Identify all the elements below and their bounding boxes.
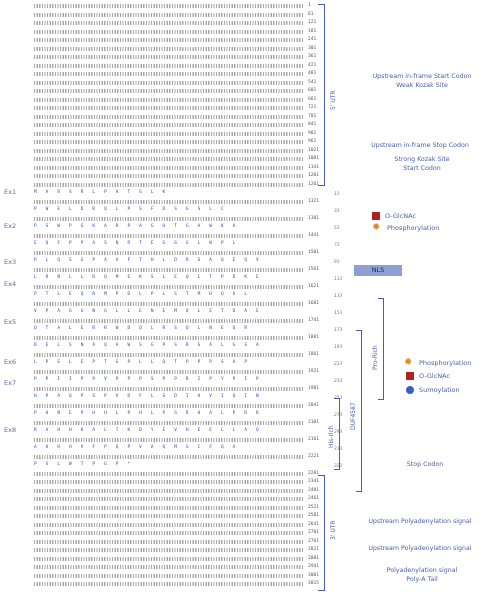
protein-sequence: P L Q S S P A A F T H L D R S A Q E Q V bbox=[34, 258, 262, 263]
nt-number: 1561 bbox=[308, 266, 320, 272]
protein-sequence: M A R S R L P A T S L K bbox=[34, 190, 169, 195]
aa-number: 53 bbox=[334, 226, 340, 231]
protein-sequence: P T L E Q R M P D L P L S T M H Q V L bbox=[34, 292, 251, 297]
protein-sequence: A H H H V F P Q P V A Q M G C F Q A bbox=[34, 445, 239, 450]
aa-number: 193 bbox=[334, 345, 343, 350]
nt-number: 901 bbox=[308, 130, 317, 136]
utr5-label: 5' UTR bbox=[330, 90, 337, 110]
poly-signal-1: Upstream Polyadenylation signal bbox=[368, 518, 472, 525]
dna-sequence bbox=[34, 123, 304, 127]
nt-number: 301 bbox=[308, 45, 317, 51]
nt-number: 3015 bbox=[308, 581, 320, 586]
nt-number: 2041 bbox=[308, 402, 320, 408]
dna-sequence bbox=[34, 4, 304, 8]
exon-label-6: Ex6 bbox=[4, 358, 17, 366]
nt-number: 421 bbox=[308, 62, 317, 68]
utr3-bracket bbox=[318, 475, 325, 591]
dna-sequence bbox=[34, 531, 304, 535]
phosphorylation-icon: ✹ bbox=[372, 222, 381, 233]
nt-number: 481 bbox=[308, 71, 317, 76]
aa-number: 273 bbox=[334, 413, 343, 418]
weak-kozak-label: Weak Kozak Site bbox=[396, 82, 448, 89]
dna-sequence bbox=[34, 472, 304, 476]
start-codon-label: Start Codon bbox=[403, 165, 441, 172]
aa-number: 233 bbox=[334, 379, 343, 384]
dna-sequence bbox=[34, 140, 304, 144]
dna-sequence bbox=[34, 480, 304, 484]
dna-sequence bbox=[34, 421, 304, 425]
aa-number: 93 bbox=[334, 260, 340, 265]
dna-sequence bbox=[34, 438, 304, 442]
o-glcnac-icon bbox=[372, 212, 380, 220]
nt-number: 1321 bbox=[308, 198, 320, 204]
nt-number: 841 bbox=[308, 122, 317, 127]
nt-number: 1801 bbox=[308, 334, 320, 340]
dna-sequence bbox=[34, 30, 304, 34]
nt-number: 2821 bbox=[308, 547, 320, 552]
protein-sequence: R A H H K A L T K D Y E V H E E L L A Q bbox=[34, 428, 262, 433]
dna-sequence bbox=[34, 55, 304, 59]
nt-number: 1381 bbox=[308, 215, 320, 221]
protein-sequence: L P E L E P T G P L L Q T P P P S A P bbox=[34, 360, 251, 365]
dna-sequence bbox=[34, 72, 304, 76]
dna-sequence bbox=[34, 319, 304, 323]
aa-number: 13 bbox=[334, 192, 340, 197]
nt-number: 1 bbox=[308, 3, 311, 8]
nt-number: 1621 bbox=[308, 283, 320, 289]
dna-sequence bbox=[34, 157, 304, 161]
dna-sequence bbox=[34, 514, 304, 518]
nt-number: 961 bbox=[308, 139, 317, 144]
dna-sequence bbox=[34, 582, 304, 586]
dna-sequence bbox=[34, 497, 304, 501]
nt-number: 781 bbox=[308, 113, 317, 119]
aa-number: 213 bbox=[334, 362, 343, 367]
nt-number: 721 bbox=[308, 105, 317, 110]
nt-number: 601 bbox=[308, 88, 317, 93]
exon-label-4: Ex4 bbox=[4, 280, 17, 288]
protein-sequence: Q T A L E R R W D Q L R S Q L N E Q R bbox=[34, 326, 251, 331]
utr5-bracket bbox=[318, 4, 325, 186]
dna-sequence bbox=[34, 302, 304, 306]
protein-sequence: H P A Q P S P V D F L S D I H V I Q I N bbox=[34, 394, 262, 399]
poly-signal-3: Polyadenylation signal bbox=[386, 567, 458, 574]
legend-bottom-1: ✹ Phosphorylation bbox=[404, 357, 472, 368]
protein-sequence: L R N L L R Q M E K S L E Q L T P D K E bbox=[34, 275, 262, 280]
dna-sequence bbox=[34, 557, 304, 561]
dna-sequence bbox=[34, 166, 304, 170]
nt-number: 1861 bbox=[308, 351, 320, 357]
nt-number: 1741 bbox=[308, 317, 320, 323]
nt-number: 661 bbox=[308, 96, 317, 102]
stop-codon-label: Stop Codon bbox=[406, 461, 444, 468]
legend-top-1: O-GlcNAc bbox=[372, 212, 416, 220]
nt-number: 2641 bbox=[308, 521, 320, 527]
nt-number: 541 bbox=[308, 79, 317, 85]
his-rich-label: His-rich bbox=[328, 425, 335, 448]
dna-sequence bbox=[34, 217, 304, 221]
protein-sequence: P H N E P H H L P H L P G R H A L P R R bbox=[34, 411, 262, 416]
exon-label-1: Ex1 bbox=[4, 188, 17, 196]
aa-number: 113 bbox=[334, 277, 343, 282]
dna-sequence bbox=[34, 89, 304, 93]
upstream-start-label: Upstream in-frame Start Codon bbox=[372, 73, 472, 80]
dna-sequence bbox=[34, 387, 304, 391]
pro-rich-label: Pro-Rich bbox=[372, 345, 379, 370]
legend-bottom-3: Sumoylation bbox=[406, 386, 460, 394]
nt-number: 2761 bbox=[308, 538, 320, 544]
dna-sequence bbox=[34, 64, 304, 68]
legend-bottom-2: O-GlcNAc bbox=[406, 372, 450, 380]
dna-sequence bbox=[34, 523, 304, 527]
aa-number: 153 bbox=[334, 311, 343, 316]
dna-sequence bbox=[34, 132, 304, 136]
nt-number: 2401 bbox=[308, 487, 320, 493]
dna-sequence bbox=[34, 115, 304, 119]
protein-sequence: P P I I P P V P P P S P P R I P Y P I P bbox=[34, 377, 262, 382]
duf-label: DUF4587 bbox=[350, 402, 357, 430]
dna-sequence bbox=[34, 336, 304, 340]
protein-sequence: E Q F P P A S N R T E G G G L W P L bbox=[34, 241, 239, 246]
aa-number: 313 bbox=[334, 447, 343, 452]
poly-tail-label: Poly-A Tail bbox=[406, 576, 438, 583]
upstream-stop-label: Upstream in-frame Stop Codon bbox=[371, 142, 469, 149]
o-glcnac-icon bbox=[406, 372, 414, 380]
nt-number: 1981 bbox=[308, 385, 320, 391]
nt-number: 2281 bbox=[308, 470, 320, 476]
protein-sequence: V P A G G N G L L E N E M Q L E T D A E bbox=[34, 309, 262, 314]
nt-number: 2461 bbox=[308, 496, 320, 501]
dna-sequence bbox=[34, 285, 304, 289]
exon-label-2: Ex2 bbox=[4, 222, 17, 230]
aa-number: 73 bbox=[334, 243, 340, 248]
dna-sequence bbox=[34, 455, 304, 459]
protein-sequence: P S W P G K A R P A G H T G A W K A bbox=[34, 224, 239, 229]
dna-sequence bbox=[34, 47, 304, 51]
nt-number: 2521 bbox=[308, 504, 320, 510]
dna-sequence bbox=[34, 404, 304, 408]
nt-number: 3001 bbox=[308, 572, 320, 578]
dna-sequence bbox=[34, 149, 304, 153]
dna-sequence bbox=[34, 565, 304, 569]
dna-sequence bbox=[34, 98, 304, 102]
aa-number: 33 bbox=[334, 209, 340, 214]
strong-kozak-label: Strong Kozak Site bbox=[394, 156, 450, 163]
nt-number: 121 bbox=[308, 20, 317, 25]
exon-label-3: Ex3 bbox=[4, 258, 17, 266]
aa-number: 253 bbox=[334, 396, 343, 401]
nt-number: 1441 bbox=[308, 232, 320, 238]
nt-number: 1141 bbox=[308, 164, 320, 170]
sumoylation-icon bbox=[406, 386, 414, 394]
dna-sequence bbox=[34, 540, 304, 544]
protein-sequence: D E L S N A Q A W S G P S R G A L G S A bbox=[34, 343, 262, 348]
dna-sequence bbox=[34, 506, 304, 510]
nt-number: 2341 bbox=[308, 479, 320, 484]
nt-number: 1261 bbox=[308, 181, 320, 187]
dna-sequence bbox=[34, 174, 304, 178]
exon-label-7: Ex7 bbox=[4, 379, 17, 387]
protein-sequence: P W E L D R Q L P S F D S G S L C bbox=[34, 207, 227, 212]
nls-box: NLS bbox=[354, 265, 402, 276]
utr3-label: 3' UTR bbox=[330, 520, 337, 540]
nt-number: 2581 bbox=[308, 513, 320, 518]
exon-label-8: Ex8 bbox=[4, 426, 17, 434]
dna-sequence bbox=[34, 38, 304, 42]
nt-number: 241 bbox=[308, 37, 317, 42]
legend-top-2: ✹ Phosphorylation bbox=[372, 222, 440, 233]
dna-sequence bbox=[34, 200, 304, 204]
dna-sequence bbox=[34, 81, 304, 85]
phosphorylation-icon: ✹ bbox=[404, 357, 413, 368]
aa-number: 293 bbox=[334, 430, 343, 435]
nt-number: 2701 bbox=[308, 530, 320, 535]
poly-signal-2: Upstream Polyadenylation signal bbox=[368, 545, 472, 552]
nt-number: 361 bbox=[308, 54, 317, 59]
nt-number: 1921 bbox=[308, 368, 320, 374]
nt-number: 2221 bbox=[308, 453, 320, 459]
dna-sequence bbox=[34, 251, 304, 255]
nt-number: 1681 bbox=[308, 300, 320, 306]
nt-number: 2161 bbox=[308, 436, 320, 442]
dna-sequence bbox=[34, 183, 304, 187]
nt-number: 181 bbox=[308, 28, 317, 34]
aa-number: 173 bbox=[334, 328, 343, 333]
aa-number: 322 bbox=[334, 464, 343, 469]
nt-number: 2941 bbox=[308, 564, 320, 569]
nt-number: 2101 bbox=[308, 419, 320, 425]
nt-number: 1081 bbox=[308, 156, 320, 161]
exon-label-5: Ex5 bbox=[4, 318, 17, 326]
dna-sequence bbox=[34, 574, 304, 578]
nt-number: 1201 bbox=[308, 173, 320, 178]
nt-number: 1021 bbox=[308, 147, 320, 153]
dna-sequence bbox=[34, 106, 304, 110]
nt-number: 1501 bbox=[308, 249, 320, 255]
dna-sequence bbox=[34, 548, 304, 552]
nt-number: 61 bbox=[308, 11, 314, 17]
dna-sequence bbox=[34, 234, 304, 238]
nt-number: 2881 bbox=[308, 555, 320, 561]
aa-number: 133 bbox=[334, 294, 343, 299]
dna-sequence bbox=[34, 370, 304, 374]
dna-sequence bbox=[34, 268, 304, 272]
dna-sequence bbox=[34, 13, 304, 17]
dna-sequence bbox=[34, 21, 304, 25]
dna-sequence bbox=[34, 489, 304, 493]
dna-sequence bbox=[34, 353, 304, 357]
protein-sequence: P S L W T P G P * bbox=[34, 462, 134, 467]
